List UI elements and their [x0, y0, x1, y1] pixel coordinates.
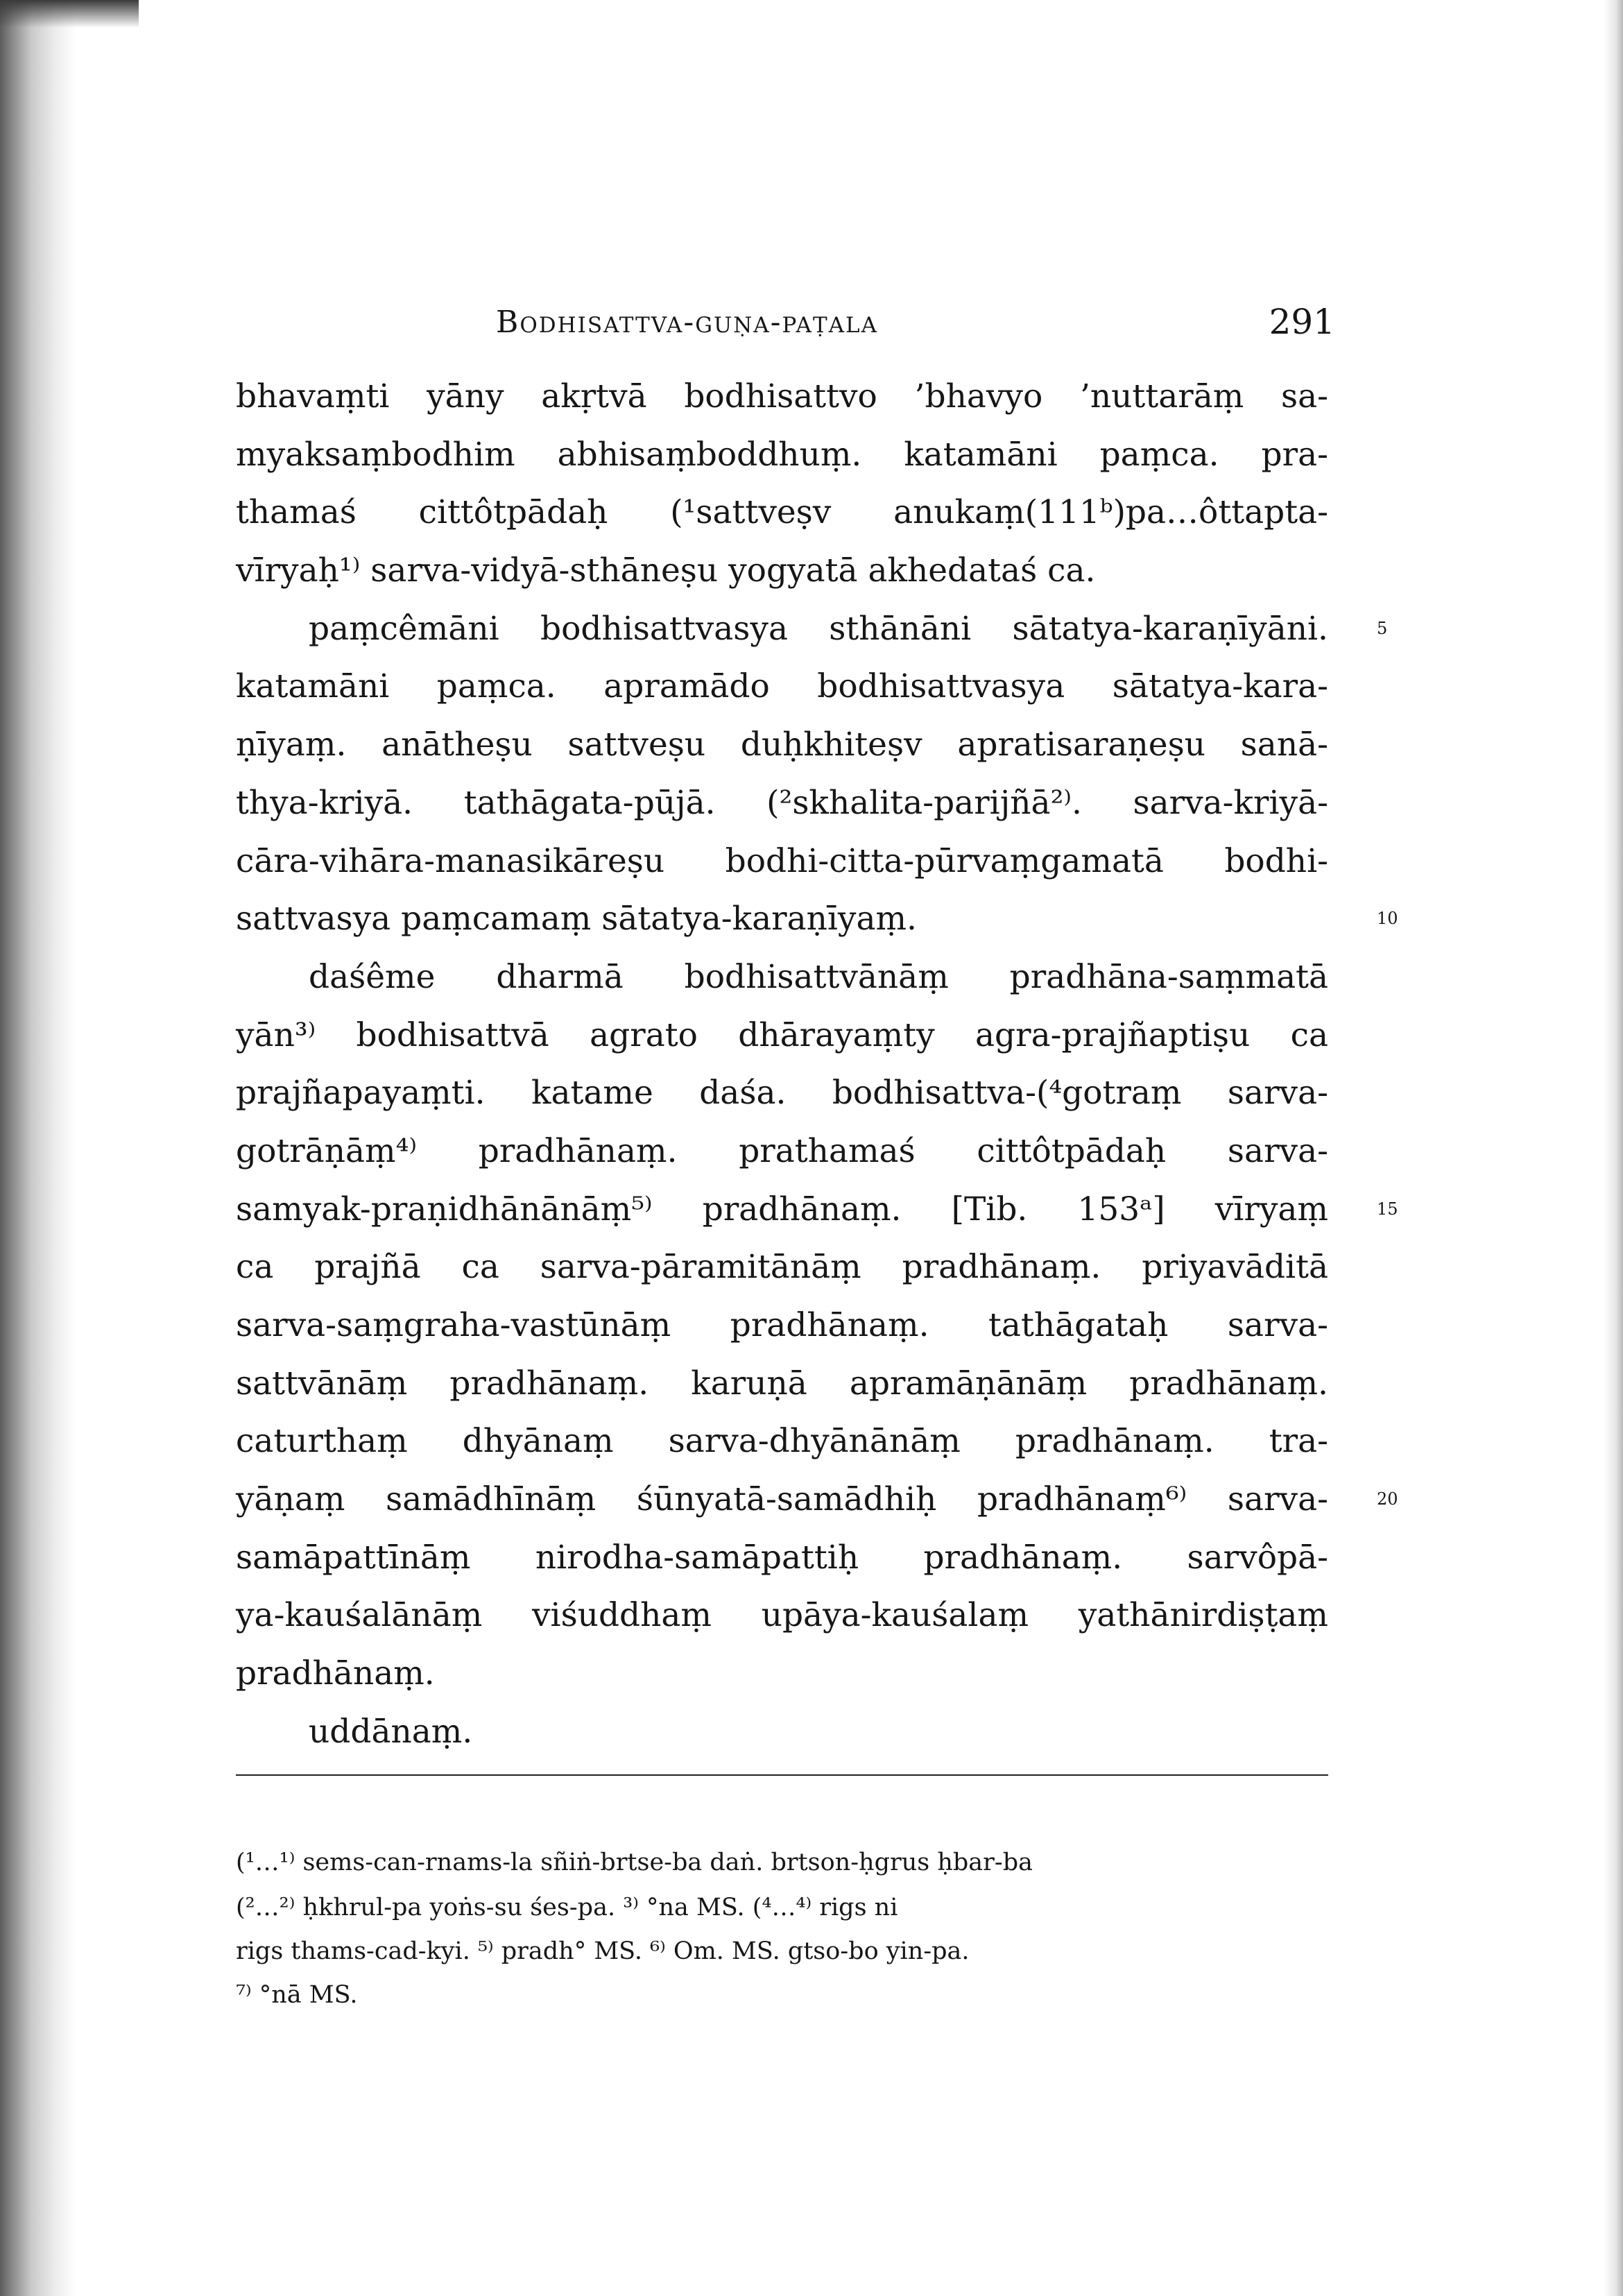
- footnote-line: (²…²⁾ ḥkhrul-pa yoṅs-su śes-pa. ³⁾ °na MS. (⁴…⁴⁾ rigs ni: [236, 1894, 898, 1921]
- main-text: [236, 368, 1398, 1761]
- text-line: thamaś cittôtpādaḥ (¹sattveṣv anukaṃ(111ᵇ)pa…ôttapta-: [236, 493, 1328, 532]
- text-line: samāpattīnāṃ nirodha-samāpattiḥ pradhānaṃ. sarvôpā-: [236, 1538, 1328, 1577]
- scan-right-edge: [1604, 0, 1623, 2296]
- text-line: pradhānaṃ.: [236, 1654, 435, 1693]
- text-line: yān³⁾ bodhisattvā agrato dhārayaṃty agra-prajñaptiṣu ca: [236, 1016, 1328, 1054]
- scan-binding-shadow: [0, 0, 76, 2296]
- text-line: ca prajñā ca sarva-pāramitānāṃ pradhānaṃ. priyavāditā: [236, 1248, 1328, 1287]
- text-line: katamāni paṃca. apramādo bodhisattvasya sātatya-kara-: [236, 667, 1328, 706]
- text-line: uddānaṃ.: [309, 1712, 473, 1751]
- footnote-rule-anchor: [236, 2253, 1328, 2254]
- text-line: sarva-saṃgraha-vastūnāṃ pradhānaṃ. tathāgataḥ sarva-: [236, 1306, 1328, 1344]
- scan-corner-shadow: [0, 0, 139, 28]
- text-line: [236, 1471, 1398, 1529]
- footnote-rule: [236, 1774, 1328, 1776]
- line-number-20: 20: [1377, 1489, 1398, 1509]
- line-number-5: 5: [1377, 618, 1388, 638]
- page-header: [496, 302, 1335, 350]
- text-line: caturthaṃ dhyānaṃ sarva-dhyānānāṃ pradhānaṃ. tra-: [236, 1422, 1328, 1461]
- text-line: [236, 890, 1398, 948]
- line-number-10: 10: [1377, 909, 1398, 929]
- page-number: 291: [1269, 302, 1335, 342]
- footnote-line: rigs thams-cad-kyi. ⁵⁾ pradh° MS. ⁶⁾ Om. MS. gtso-bo yin-pa.: [236, 1937, 970, 1965]
- text-line: myaksaṃbodhim abhisaṃboddhuṃ. katamāni paṃca. pra-: [236, 435, 1328, 474]
- text-line: daśême dharmā bodhisattvānāṃ pradhāna-saṃmatā: [309, 957, 1328, 996]
- running-title: Bodhisattva-guṇa-paṭala: [496, 305, 878, 340]
- text-line: ṇīyaṃ. anātheṣu sattveṣu duḥkhiteṣv apratisaraṇeṣu sanā-: [236, 726, 1328, 764]
- text-line-content: sattvasya paṃcamaṃ sātatya-karaṇīyaṃ.: [236, 900, 917, 939]
- text-line: bhavaṃti yāny akṛtvā bodhisattvo ’bhavyo ’nuttarāṃ sa-: [236, 377, 1328, 415]
- text-line: thya-kriyā. tathāgata-pūjā. (²skhalita-parijñā²⁾. sarva-kriyā-: [236, 783, 1328, 822]
- text-line: gotrāṇāṃ⁴⁾ pradhānaṃ. prathamaś cittôtpādaḥ sarva-: [236, 1131, 1328, 1170]
- text-line-content: yāṇaṃ samādhīnāṃ śūnyatā-samādhiḥ pradhānaṃ⁶⁾ sarva-: [236, 1480, 1328, 1519]
- footnote-line: ⁷⁾ °nā MS.: [236, 1981, 358, 2009]
- text-line-content: samyak-praṇidhānānāṃ⁵⁾ pradhānaṃ. [Tib. 153ᵃ] vīryaṃ: [236, 1190, 1328, 1228]
- text-line: [236, 600, 1388, 658]
- text-line: sattvānāṃ pradhānaṃ. karuṇā apramāṇānāṃ pradhānaṃ.: [236, 1364, 1328, 1403]
- text-line: prajñapayaṃti. katame daśa. bodhisattva-(⁴gotraṃ sarva-: [236, 1074, 1328, 1113]
- text-line: vīryaḥ¹⁾ sarva-vidyā-sthāneṣu yogyatā akhedataś ca.: [236, 551, 1096, 590]
- text-line: ya-kauśalānāṃ viśuddhaṃ upāya-kauśalaṃ yathānirdiṣṭaṃ: [236, 1596, 1328, 1635]
- text-line: [236, 1181, 1398, 1239]
- text-line: cāra-vihāra-manasikāreṣu bodhi-citta-pūrvaṃgamatā bodhi-: [236, 841, 1328, 880]
- line-number-15: 15: [1377, 1199, 1398, 1219]
- footnote-line: (¹…¹⁾ sems-can-rnams-la sñiṅ-brtse-ba daṅ. brtson-ḥgrus ḥbar-ba: [236, 1849, 1033, 1876]
- text-line-content: paṃcêmāni bodhisattvasya sthānāni sātatya-karaṇīyāni.: [309, 609, 1328, 648]
